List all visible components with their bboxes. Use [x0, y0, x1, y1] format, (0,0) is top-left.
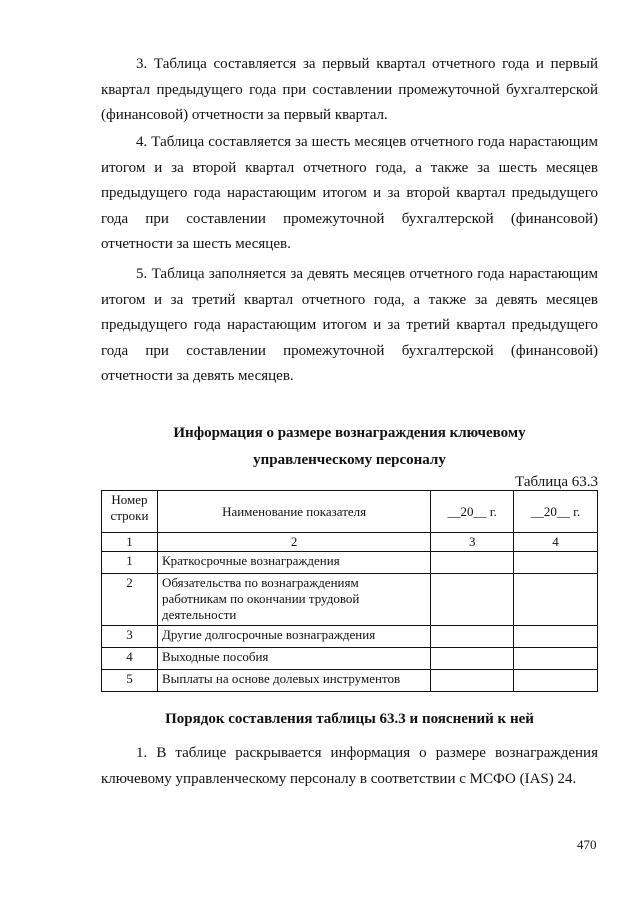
- value-cell: [514, 552, 598, 574]
- value-cell: [431, 670, 514, 692]
- column-number: 3: [431, 533, 514, 552]
- table-row: [102, 648, 598, 670]
- text-line: года при составлении промежуточной бухгалтерской (финансовой): [101, 210, 598, 227]
- header-indicator-name: Наименование показателя: [157, 491, 430, 533]
- page-number: 470: [577, 837, 597, 852]
- table-row: [102, 574, 598, 626]
- text-line: 1. В таблице раскрывается информация о размере вознаграждения: [136, 745, 598, 761]
- value-cell: [431, 626, 514, 648]
- table-column-numbers-row: [102, 533, 598, 552]
- text-line: 4. Таблица составляется за шесть месяцев отчетного года нарастающим: [136, 134, 598, 150]
- row-number: 5: [102, 670, 158, 692]
- column-number: 4: [514, 533, 598, 552]
- section-title-line-2: управленческому персоналу: [253, 452, 446, 468]
- row-number: 3: [102, 626, 158, 648]
- value-cell: [514, 574, 598, 626]
- paragraph-4: [101, 130, 598, 258]
- text-line: предыдущего года нарастающим итогом и за второй квартал предыдущего: [101, 185, 598, 201]
- row-number: 1: [102, 552, 158, 574]
- value-cell: [514, 648, 598, 670]
- text-line: квартал предыдущего года при составлении промежуточной бухгалтерской: [101, 81, 598, 98]
- table-row: [102, 626, 598, 648]
- row-name: Выплаты на основе долевых инструментов: [157, 670, 430, 692]
- section-title-line-1: Информация о размере вознаграждения ключевому: [173, 425, 526, 441]
- row-number: 2: [102, 574, 158, 626]
- text-line: 5. Таблица заполняется за девять месяцев отчетного года нарастающим: [136, 266, 598, 282]
- table-row: [102, 552, 598, 574]
- paragraph-5: [101, 262, 598, 390]
- row-name: Выходные пособия: [157, 648, 430, 670]
- row-name: Обязательства по вознаграждениям работникам по окончании трудовой деятельности: [157, 574, 430, 626]
- paragraph-3: [101, 52, 598, 129]
- value-cell: [431, 648, 514, 670]
- procedure-paragraph-1: [101, 741, 598, 792]
- text-line: итогом и за второй квартал отчетного года, а также за шесть месяцев: [101, 159, 598, 176]
- row-number: 4: [102, 648, 158, 670]
- value-cell: [514, 626, 598, 648]
- value-cell: [431, 574, 514, 626]
- row-name: Краткосрочные вознаграждения: [157, 552, 430, 574]
- header-period-1: __20__ г.: [431, 491, 514, 533]
- column-number: 1: [102, 533, 158, 552]
- row-name: Другие долгосрочные вознаграждения: [157, 626, 430, 648]
- text-line: 3. Таблица составляется за первый квартал отчетного года и первый: [136, 56, 598, 72]
- text-line: отчетности за девять месяцев.: [101, 368, 294, 384]
- compensation-table: [101, 490, 598, 692]
- text-line: ключевому управленческому персоналу в соответствии с МСФО (IAS) 24.: [101, 770, 577, 787]
- text-line: отчетности за шесть месяцев.: [101, 236, 291, 252]
- column-number: 2: [157, 533, 430, 552]
- text-line: предыдущего года нарастающим итогом и за третий квартал предыдущего: [101, 317, 598, 333]
- table-caption: Таблица 63.3: [515, 474, 598, 490]
- text-line: (финансовой) отчетности за первый квартал.: [101, 107, 388, 123]
- value-cell: [514, 670, 598, 692]
- header-period-2: __20__ г.: [514, 491, 598, 533]
- text-line: года при составлении промежуточной бухгалтерской (финансовой): [101, 342, 598, 359]
- table-header-row: [102, 491, 598, 533]
- procedure-title: Порядок составления таблицы 63.3 и пояснений к ней: [165, 711, 534, 727]
- table-row: [102, 670, 598, 692]
- value-cell: [431, 552, 514, 574]
- text-line: итогом и за третий квартал отчетного года, а также за девять месяцев: [101, 291, 598, 308]
- header-row-number: Номер строки: [102, 491, 158, 533]
